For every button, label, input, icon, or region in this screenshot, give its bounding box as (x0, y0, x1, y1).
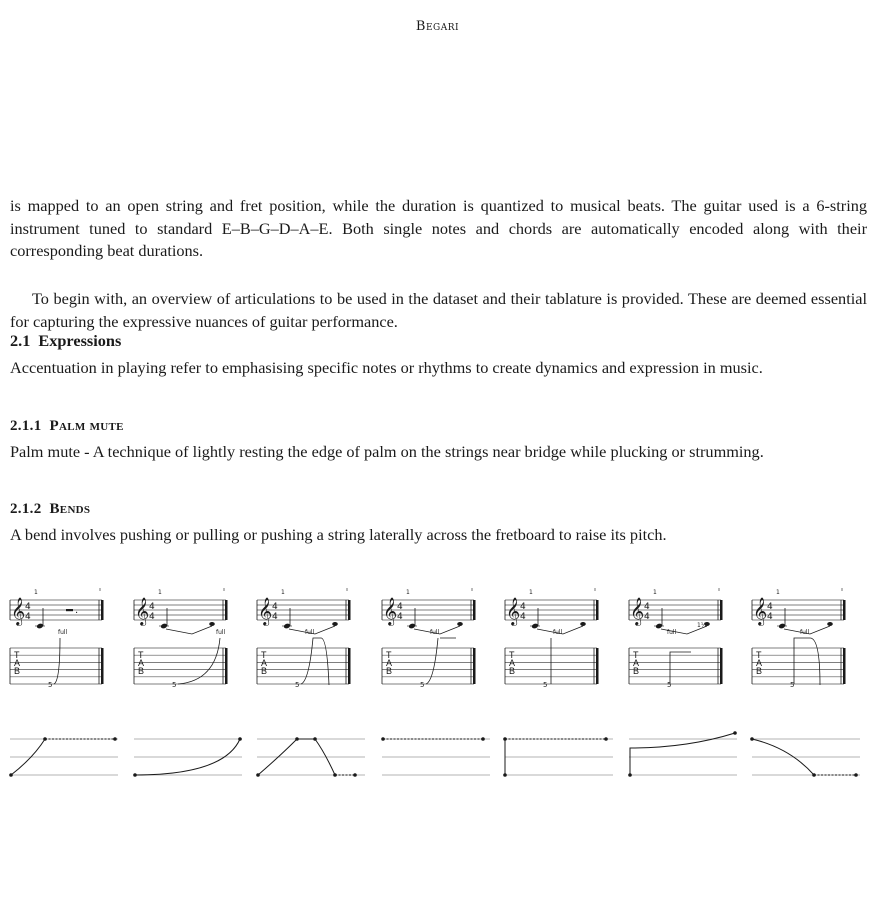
tab-letter: B (138, 666, 145, 676)
tab-letter: B (633, 666, 640, 676)
target-note-head (827, 622, 833, 626)
bend-point (333, 773, 337, 777)
fret-number: 5 (172, 681, 177, 689)
treble-clef-icon: 𝄞 (753, 597, 768, 625)
staff-thick-barline (720, 600, 723, 620)
time-signature-bottom: 4 (767, 612, 773, 622)
bend-arrow (794, 638, 820, 685)
time-signature-bottom: 4 (397, 612, 403, 622)
bend-example-7 (750, 588, 860, 777)
half-rest (66, 609, 73, 611)
staff-thick-barline (101, 600, 104, 620)
measure-number: 1 (281, 589, 285, 596)
fret-number: 5 (667, 681, 672, 689)
bend-point (238, 737, 242, 741)
tab-letter: T (261, 650, 267, 660)
measure-number: 1 (776, 589, 780, 596)
fret-number: 5 (48, 681, 53, 689)
bend-label: full (553, 629, 563, 636)
bend-example-4 (381, 588, 490, 775)
bend-point (353, 773, 357, 777)
time-signature-top: 4 (149, 602, 155, 612)
staff-thick-barline (596, 600, 599, 620)
target-note-head (457, 622, 463, 626)
bend-point (481, 737, 485, 741)
tab-letter: A (509, 658, 516, 668)
tab-letter: B (14, 666, 21, 676)
tab-letter: T (509, 650, 515, 660)
bend-point (750, 737, 754, 741)
target-note-head (209, 622, 215, 626)
bend-label: full (800, 629, 810, 636)
bend-example-3 (256, 588, 365, 777)
bend-point (113, 737, 117, 741)
bend-arrow (670, 652, 691, 684)
time-signature-top: 4 (397, 602, 403, 612)
tab-thick-barline (843, 648, 846, 684)
measure-number: 1 (34, 589, 38, 596)
tab-letter: B (509, 666, 516, 676)
bend-example-2 (133, 588, 242, 777)
tab-letter: A (756, 658, 763, 668)
bend-label: full (430, 629, 440, 636)
tab-thick-barline (473, 648, 476, 684)
time-signature-top: 4 (272, 602, 278, 612)
time-signature-bottom: 4 (25, 612, 31, 622)
paragraph-accentuation: Accentuation in playing refer to emphasising specific notes or rhythms to create dynamics and expression in music. (10, 358, 763, 377)
subsection-number: 2.1.1 (10, 418, 42, 434)
time-signature-bottom: 4 (272, 612, 278, 622)
section-title: Expressions (38, 331, 122, 350)
time-signature-bottom: 4 (520, 612, 526, 622)
treble-clef-icon: 𝄞 (135, 597, 150, 625)
paragraph-encoding: is mapped to an open string and fret position, while the duration is quantized to musical beats. The guitar used is a 6-string instrument tuned to standard E–B–G–D–A–E. Both single notes and chords are automatically encoded along with their corresponding beat durations. (10, 196, 867, 261)
bend-label: full (305, 629, 315, 636)
bend-slur (166, 626, 212, 634)
staff-thick-barline (225, 600, 228, 620)
bend-label: full (667, 629, 677, 636)
measure-number: 1 (406, 589, 410, 596)
tab-letter: B (261, 666, 268, 676)
bend-arrow (301, 638, 329, 685)
tab-letter: T (14, 650, 20, 660)
measure-number: 1 (158, 589, 162, 596)
paragraph-palm-mute: Palm mute - A technique of lightly resting the edge of palm on the strings near bridge while plucking or strumming. (10, 442, 764, 461)
bend-point (295, 737, 299, 741)
tab-letter: B (386, 666, 393, 676)
bend-label: full (216, 629, 226, 636)
bend-point (133, 773, 137, 777)
tab-letter: T (756, 650, 762, 660)
tab-thick-barline (596, 648, 599, 684)
tab-thick-barline (101, 648, 104, 684)
time-signature-top: 4 (644, 602, 650, 612)
fret-number: 5 (420, 681, 425, 689)
tab-letter: A (386, 658, 393, 668)
time-signature-top: 4 (520, 602, 526, 612)
bend-label-extra: 1½ (697, 622, 707, 629)
tab-letter: A (633, 658, 640, 668)
fret-number: 5 (790, 681, 795, 689)
bend-point (503, 737, 507, 741)
subsection-heading-bends (10, 501, 90, 518)
bend-example-1 (9, 588, 118, 777)
bend-example-5 (503, 588, 613, 777)
bend-point (503, 773, 507, 777)
fret-number: 5 (295, 681, 300, 689)
tab-letter: T (138, 650, 144, 660)
section-number: 2.1 (10, 331, 31, 350)
subsection-number: 2.1.2 (10, 501, 42, 517)
staff-thick-barline (473, 600, 476, 620)
measure-number: 1 (529, 589, 533, 596)
tab-letter: A (14, 658, 21, 668)
running-head: Begari (415, 19, 460, 34)
tab-thick-barline (348, 648, 351, 684)
tab-thick-barline (225, 648, 228, 684)
tab-letter: A (138, 658, 145, 668)
paragraph-overview: To begin with, an overview of articulations to be used in the dataset and their tablature is provided. These are deemed essential for capturing the expressive nuances of guitar performance. (10, 289, 867, 331)
bend-point (9, 773, 13, 777)
bend-example-6 (628, 588, 737, 777)
paragraph-bends: A bend involves pushing or pulling or pushing a string laterally across the fretboard to raise its pitch. (10, 525, 667, 544)
time-signature-bottom: 4 (149, 612, 155, 622)
tab-letter: A (261, 658, 268, 668)
treble-clef-icon: 𝄞 (11, 597, 26, 625)
time-signature-top: 4 (767, 602, 773, 612)
bend-tablature-figure (0, 588, 875, 901)
target-note-head (332, 622, 338, 626)
treble-clef-icon: 𝄞 (258, 597, 273, 625)
bend-point (628, 773, 632, 777)
treble-clef-icon: 𝄞 (383, 597, 398, 625)
rest-dot: . (75, 605, 79, 616)
bend-point (313, 737, 317, 741)
subsection-title: Bends (49, 501, 91, 517)
bend-point (256, 773, 260, 777)
treble-clef-icon: 𝄞 (630, 597, 645, 625)
staff-thick-barline (843, 600, 846, 620)
bend-label: full (58, 629, 68, 636)
treble-clef-icon: 𝄞 (506, 597, 521, 625)
time-signature-bottom: 4 (644, 612, 650, 622)
tab-letter: T (386, 650, 392, 660)
bend-point (812, 773, 816, 777)
staff-thick-barline (348, 600, 351, 620)
tab-letter: T (633, 650, 639, 660)
bend-point (604, 737, 608, 741)
bend-point (733, 731, 737, 735)
bend-point (381, 737, 385, 741)
measure-number: 1 (653, 589, 657, 596)
tab-letter: B (756, 666, 763, 676)
subsection-title: Palm mute (49, 418, 124, 434)
bend-point (854, 773, 858, 777)
section-heading-expressions (10, 331, 121, 351)
target-note-head (580, 622, 586, 626)
tab-thick-barline (720, 648, 723, 684)
subsection-heading-palm-mute (10, 418, 124, 435)
time-signature-top: 4 (25, 602, 31, 612)
bend-point (43, 737, 47, 741)
fret-number: 5 (543, 681, 548, 689)
